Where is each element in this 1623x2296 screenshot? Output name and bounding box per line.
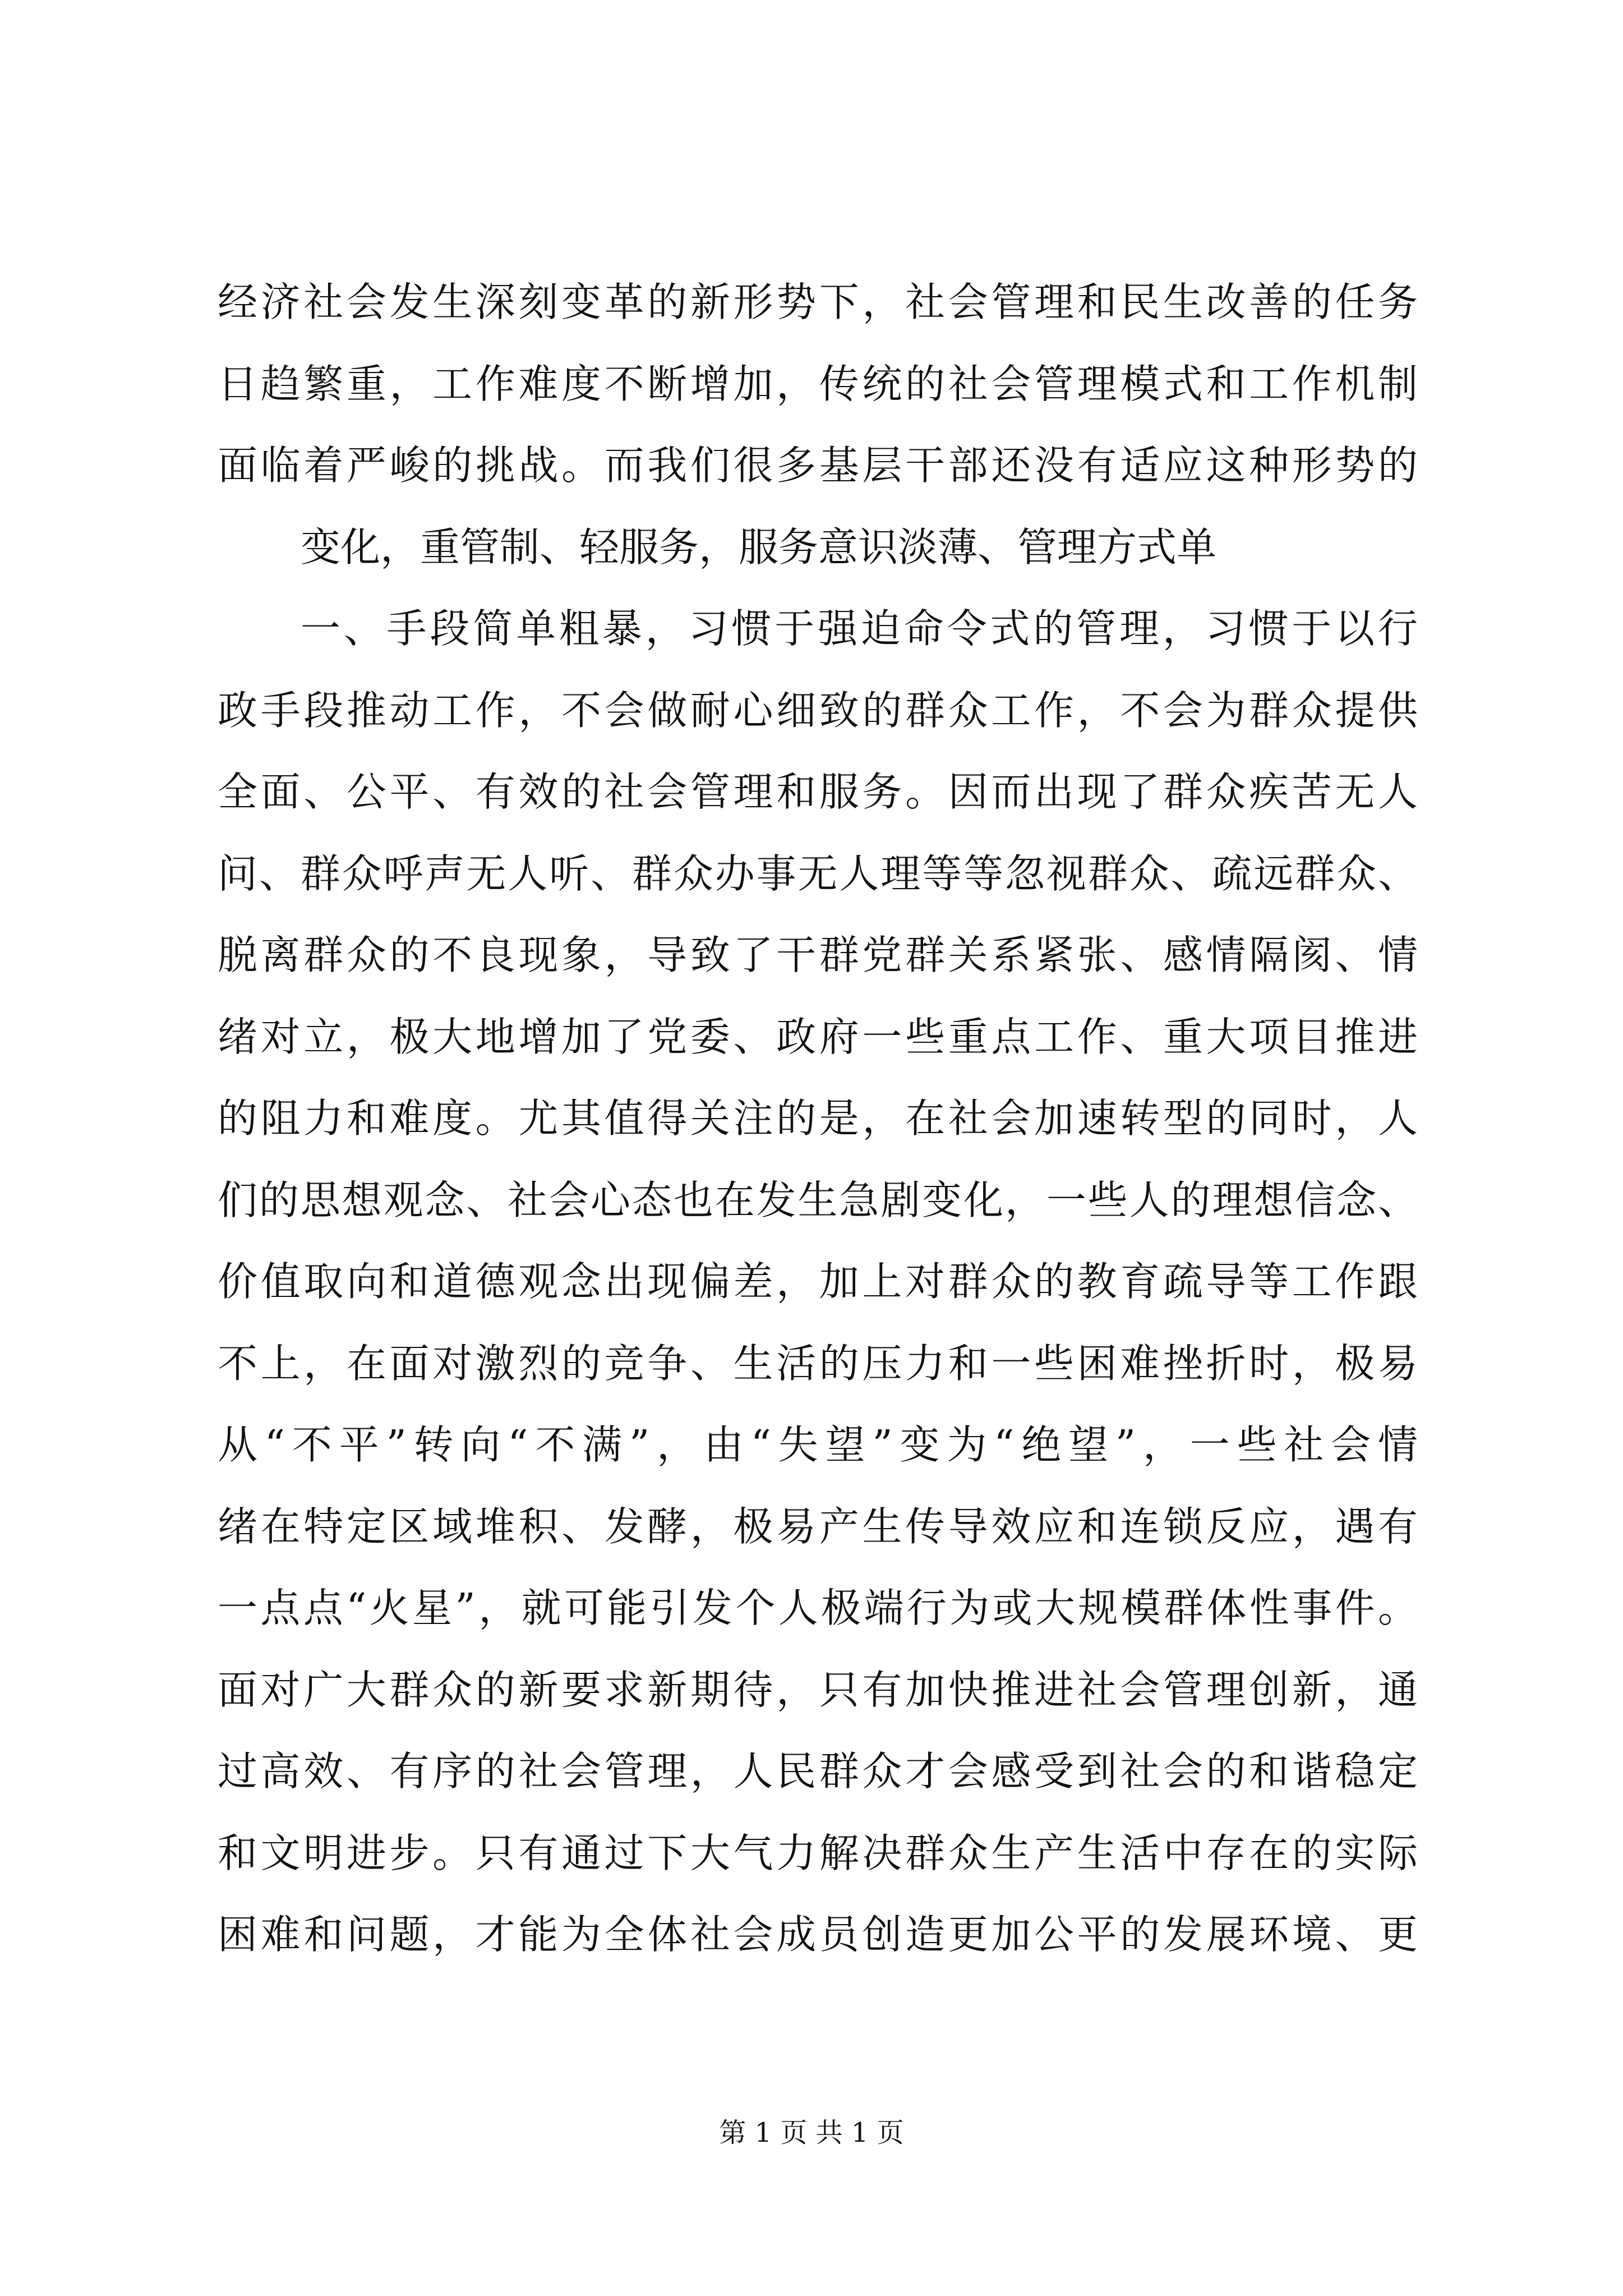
text-line: 问、群众呼声无人听、群众办事无人理等等忽视群众、疏远群众、 [218,850,1418,897]
document-body [218,261,1418,1976]
text-line: 脱离群众的不良现象，导致了干群党群关系紧张、感情隔阂、情 [218,932,1418,978]
text-line: 变化，重管制、轻服务，服务意识淡薄、管理方式单 [301,523,1217,570]
text-line: 日趋繁重，工作难度不断增加，传统的社会管理模式和工作机制 [218,360,1418,407]
text-line: 不上，在面对激烈的竞争、生活的压力和一些困难挫折时，极易 [218,1340,1418,1387]
page-footer [0,2116,1623,2150]
text-line: 面临着严峻的挑战。而我们很多基层干部还没有适应这种形势的 [218,442,1418,489]
text-line: 面对广大群众的新要求新期待，只有加快推进社会管理创新，通 [218,1666,1418,1713]
text-line: 绪在特定区域堆积、发酵，极易产生传导效应和连锁反应，遇有 [218,1503,1418,1550]
text-line: 的阻力和难度。尤其值得关注的是，在社会加速转型的同时，人 [218,1095,1418,1142]
text-line: 价值取向和道德观念出现偏差，加上对群众的教育疏导等工作跟 [218,1258,1418,1305]
text-line: 们的思想观念、社会心态也在发生急剧变化，一些人的理想信念、 [218,1176,1418,1223]
text-line: 从“不平”转向“不满”，由“失望”变为“绝望”，一些社会情 [218,1421,1418,1468]
text-line: 经济社会发生深刻变革的新形势下，社会管理和民生改善的任务 [218,279,1418,325]
text-line: 绪对立，极大地增加了党委、政府一些重点工作、重大项目推进 [218,1013,1418,1060]
page-number: 第 1 页 共 1 页 [719,2117,904,2148]
text-line: 一点点“火星”，就可能引发个人极端行为或大规模群体性事件。 [218,1585,1418,1631]
text-line: 全面、公平、有效的社会管理和服务。因而出现了群众疾苦无人 [218,769,1418,815]
text-line: 一、手段简单粗暴，习惯于强迫命令式的管理，习惯于以行 [301,605,1418,652]
text-line: 困难和问题，才能为全体社会成员创造更加公平的发展环境、更 [218,1911,1418,1958]
text-line: 过高效、有序的社会管理，人民群众才会感受到社会的和谐稳定 [218,1748,1418,1795]
text-line: 政手段推动工作，不会做耐心细致的群众工作，不会为群众提供 [218,687,1418,734]
text-line: 和文明进步。只有通过下大气力解决群众生产生活中存在的实际 [218,1829,1418,1876]
